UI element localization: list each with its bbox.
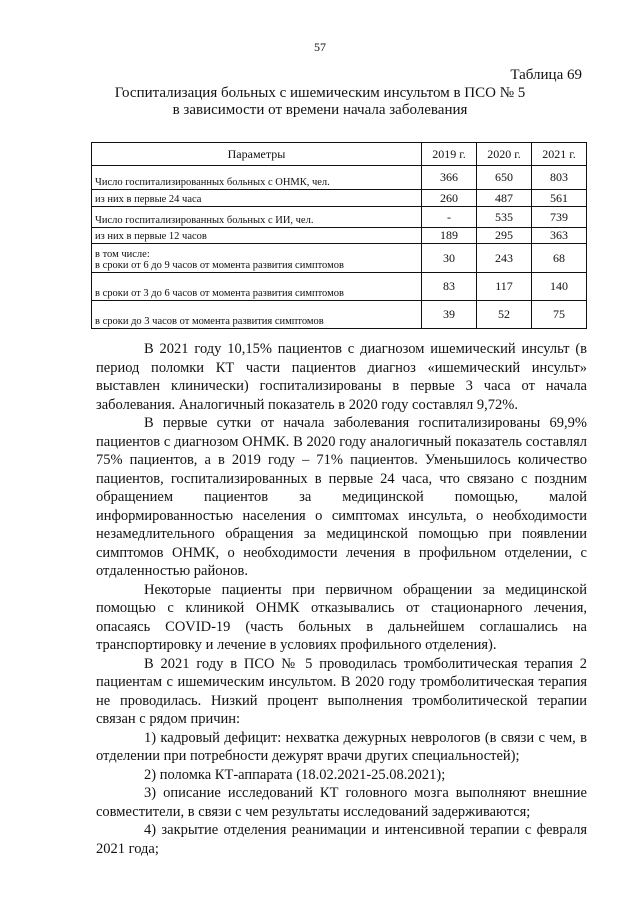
value-2020: 650 bbox=[477, 166, 532, 190]
table-row bbox=[92, 228, 587, 244]
table-row bbox=[92, 244, 587, 273]
row-label bbox=[92, 244, 422, 273]
value-2019: - bbox=[422, 207, 477, 228]
table-header-row bbox=[92, 143, 587, 166]
table-row bbox=[92, 207, 587, 228]
value-2021: 803 bbox=[532, 166, 587, 190]
table-row bbox=[92, 190, 587, 207]
value-2021: 561 bbox=[532, 190, 587, 207]
value-2020: 295 bbox=[477, 228, 532, 244]
body-text bbox=[96, 340, 587, 858]
list-item: 3) описание исследований КТ головного мозга выполняют внешние совместители, в связи с чем результаты исследований задерживаются; bbox=[96, 785, 587, 820]
value-2019: 39 bbox=[422, 301, 477, 329]
table-row bbox=[92, 166, 587, 190]
table-label: Таблица 69 bbox=[510, 67, 582, 83]
value-2020: 52 bbox=[477, 301, 532, 329]
row-label: Число госпитализированных больных с ИИ, чел. bbox=[92, 207, 422, 228]
row-label: в сроки от 3 до 6 часов от момента развития симптомов bbox=[92, 273, 422, 301]
table-title bbox=[60, 85, 580, 119]
hospitalization-table bbox=[91, 142, 587, 329]
table-row bbox=[92, 301, 587, 329]
page-number: 57 bbox=[314, 40, 326, 54]
header-2019: 2019 г. bbox=[422, 143, 477, 166]
paragraph: Некоторые пациенты при первичном обращении за медицинской помощью с клиникой ОНМК отказывались от стационарного лечения, опасаясь COVID-19 (часть больных в дальнейшем соглашались на транспортировку и лечение в условиях профильного отделения). bbox=[96, 581, 587, 653]
value-2020: 117 bbox=[477, 273, 532, 301]
title-line-2: в зависимости от времени начала заболевания bbox=[172, 102, 468, 118]
value-2021: 140 bbox=[532, 273, 587, 301]
row-label-text: в сроки от 6 до 9 часов от момента развития симптомов bbox=[95, 260, 344, 271]
paragraph: В первые сутки от начала заболевания госпитализированы 69,9% пациентов с диагнозом ОНМК. В 2020 году аналогичный показатель составлял 75% пациентов, а в 2019 году – 71% пациентов. Уменьшилось количество пациентов, госпитализированных в первые 24 часа, что связано с поздним обращением пациентов за медицинской помощью, малой информированностью населения о симптомах инсульта, о необходимости незамедлительного обращения за медицинской помощью при появлении симптомов ОНМК, о необходимости лечения в профильном отделении, с отдаленностью районов. bbox=[96, 415, 587, 579]
value-2020: 487 bbox=[477, 190, 532, 207]
value-2021: 68 bbox=[532, 244, 587, 273]
value-2019: 189 bbox=[422, 228, 477, 244]
header-2020: 2020 г. bbox=[477, 143, 532, 166]
header-parameters: Параметры bbox=[92, 143, 422, 166]
value-2021: 75 bbox=[532, 301, 587, 329]
row-label: из них в первые 12 часов bbox=[92, 228, 422, 244]
value-2020: 535 bbox=[477, 207, 532, 228]
value-2019: 260 bbox=[422, 190, 477, 207]
list-item: 2) поломка КТ-аппарата (18.02.2021-25.08.2021); bbox=[144, 766, 446, 783]
row-label: из них в первые 24 часа bbox=[92, 190, 422, 207]
value-2019: 366 bbox=[422, 166, 477, 190]
paragraph: В 2021 году в ПСО № 5 проводилась тромболитическая терапия 2 пациентам с ишемическим инсультом. В 2020 году тромболитическая терапия не проводилась. Низкий процент выполнения тромболитической терапии связан с рядом причин: bbox=[96, 655, 587, 727]
value-2019: 30 bbox=[422, 244, 477, 273]
list-item: 4) закрытие отделения реанимации и интенсивной терапии с февраля 2021 года; bbox=[96, 822, 587, 857]
title-line-1: Госпитализация больных с ишемическим инсультом в ПСО № 5 bbox=[114, 85, 526, 101]
value-2021: 739 bbox=[532, 207, 587, 228]
header-2021: 2021 г. bbox=[532, 143, 587, 166]
row-label: Число госпитализированных больных с ОНМК, чел. bbox=[92, 166, 422, 190]
value-2020: 243 bbox=[477, 244, 532, 273]
row-label-prefix: в том числе: bbox=[95, 249, 150, 260]
row-label: в сроки до 3 часов от момента развития симптомов bbox=[92, 301, 422, 329]
table-row bbox=[92, 273, 587, 301]
paragraph: В 2021 году 10,15% пациентов с диагнозом ишемический инсульт (в период поломки КТ части пациентов диагноз «ишемический инсульт» выставлен клинически) госпитализированы в первые 3 часа от начала заболевания. Аналогичный показатель в 2020 году составлял 9,72%. bbox=[96, 341, 587, 413]
value-2019: 83 bbox=[422, 273, 477, 301]
value-2021: 363 bbox=[532, 228, 587, 244]
list-item: 1) кадровый дефицит: нехватка дежурных неврологов (в связи с чем, в отделении при потребности дежурят врачи других специальностей); bbox=[96, 729, 587, 764]
